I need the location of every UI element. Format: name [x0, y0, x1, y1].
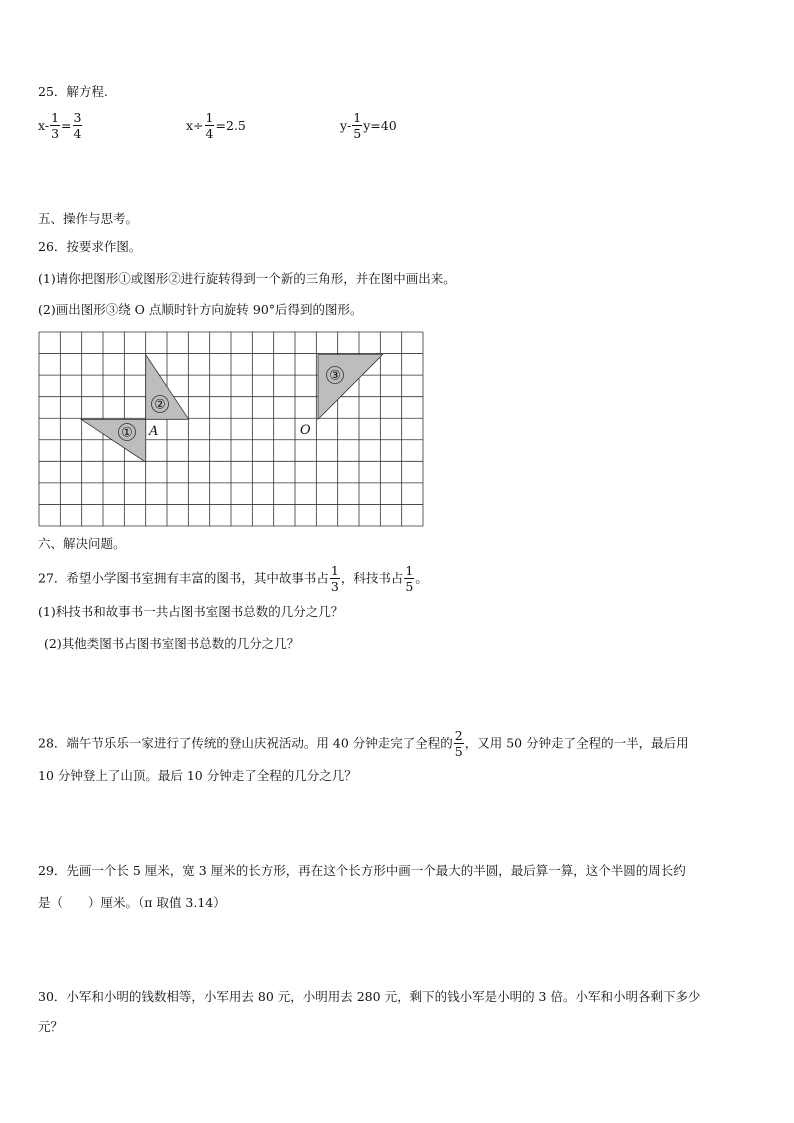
eq2-denominator: 4 — [205, 126, 214, 141]
point-o-label: O — [300, 423, 311, 438]
eq3-suffix: y=40 — [363, 118, 397, 133]
q27-f1-numerator: 1 — [330, 563, 339, 578]
shape1-label: ① — [121, 425, 133, 441]
eq1-fraction-2 — [73, 110, 83, 141]
eq3-numerator: 1 — [353, 110, 362, 125]
shape3-label: ③ — [329, 368, 341, 384]
q26-part1: (1)请你把图形①或图形②进行旋转得到一个新的三角形，并在图中画出来。 — [38, 271, 456, 286]
section5-title: 五、操作与思考。 — [38, 211, 139, 226]
q27-f2-numerator: 1 — [405, 563, 414, 578]
q30-line2: 元？ — [38, 1019, 64, 1034]
eq1-fraction-1 — [50, 110, 60, 141]
q28-line1 — [38, 728, 689, 759]
eq1-equals: = — [61, 118, 72, 133]
q27-intro-c: 。 — [415, 570, 428, 586]
q28-numerator: 2 — [454, 728, 463, 743]
eq1-f2-denominator: 4 — [73, 126, 82, 141]
q25-title: 25．解方程. — [38, 84, 108, 99]
eq3-denominator: 5 — [353, 126, 362, 141]
q27-fraction-science — [404, 563, 414, 594]
eq2-fraction — [205, 110, 215, 141]
eq2-prefix: x÷ — [186, 118, 204, 133]
point-a-label: A — [149, 424, 159, 439]
triangle-1 — [81, 419, 146, 462]
q29-line1: 29．先画一个长 5 厘米，宽 3 厘米的长方形，再在这个长方形中画一个最大的半圆，最后算一算，这个半圆的周长约 — [38, 863, 686, 878]
q27-part1: (1)科技书和故事书一共占图书室图书总数的几分之几？ — [38, 604, 344, 619]
equation-3 — [340, 110, 397, 141]
grid-figure — [38, 331, 424, 527]
q28-denominator: 5 — [454, 744, 463, 759]
eq3-fraction — [352, 110, 362, 141]
section6-title: 六、解决问题。 — [38, 536, 126, 551]
equation-2 — [186, 110, 246, 141]
shape2-label: ② — [154, 397, 166, 413]
eq3-prefix: y- — [340, 118, 352, 133]
q27-intro-b: ，科技书占 — [340, 570, 404, 586]
q28-line2: 10 分钟登上了山顶。最后 10 分钟走了全程的几分之几？ — [38, 768, 357, 783]
q27-intro — [38, 563, 428, 594]
q28-line1-a: 28．端午节乐乐一家进行了传统的登山庆祝活动。用 40 分钟走完了全程的 — [38, 735, 453, 751]
q27-fraction-story — [330, 563, 340, 594]
q30-line1: 30．小军和小明的钱数相等，小军用去 80 元，小明用去 280 元，剩下的钱小军是小明的 3 倍。小军和小明各剩下多少 — [38, 989, 701, 1004]
q27-intro-a: 27．希望小学图书室拥有丰富的图书，其中故事书占 — [38, 570, 329, 586]
eq1-prefix: x- — [38, 118, 50, 133]
q27-f2-denominator: 5 — [405, 579, 414, 594]
q28-fraction — [454, 728, 464, 759]
q27-f1-denominator: 3 — [330, 579, 339, 594]
q26-title: 26．按要求作图。 — [38, 239, 142, 254]
q28-line1-b: ，又用 50 分钟走了全程的一半，最后用 — [464, 735, 689, 751]
equation-1 — [38, 110, 83, 141]
q26-part2: (2)画出图形③绕 O 点顺时针方向旋转 90°后得到的图形。 — [38, 302, 363, 317]
eq1-f1-denominator: 3 — [51, 126, 60, 141]
eq2-suffix: =2.5 — [215, 118, 246, 133]
eq1-f2-numerator: 3 — [73, 110, 82, 125]
q27-part2: (2)其他类图书占图书室图书总数的几分之几？ — [44, 636, 300, 651]
eq1-f1-numerator: 1 — [51, 110, 60, 125]
triangle-3 — [318, 355, 383, 420]
q29-line2: 是（ ）厘米。（π 取值 3.14） — [38, 895, 226, 910]
eq2-numerator: 1 — [205, 110, 214, 125]
